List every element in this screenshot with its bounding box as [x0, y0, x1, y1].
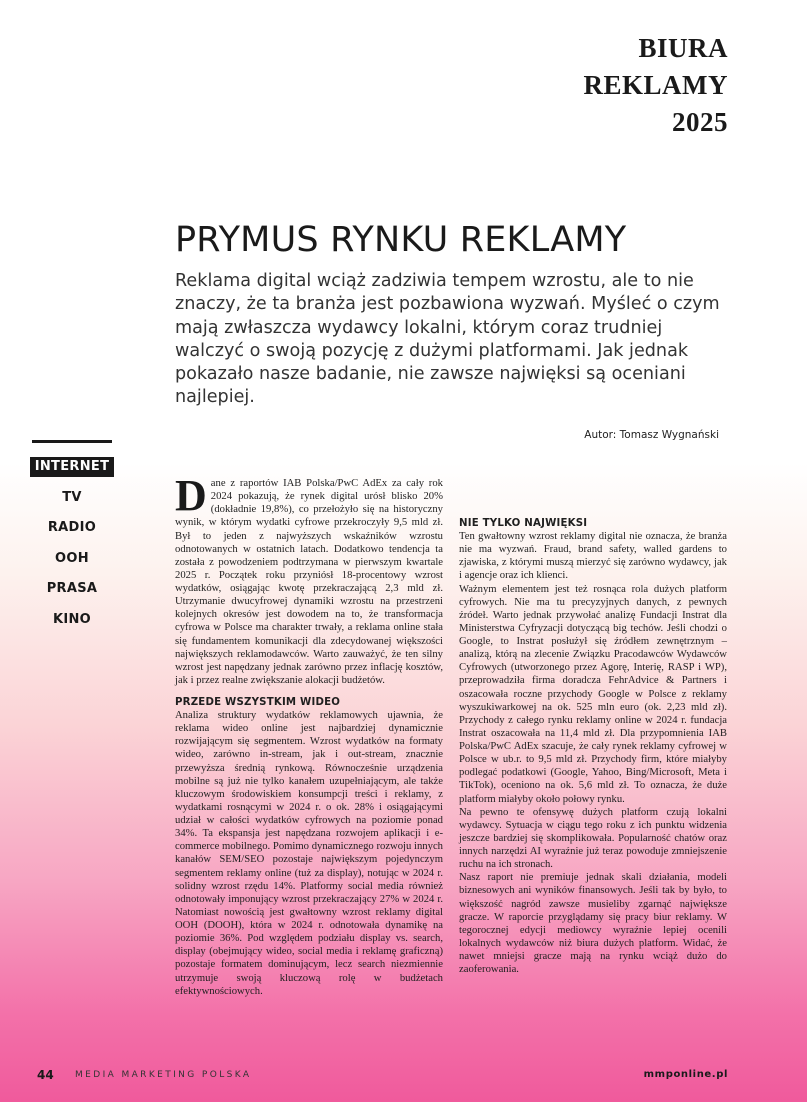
nav-item-internet[interactable]: INTERNET	[30, 457, 114, 477]
article-column-right	[459, 471, 727, 976]
page-number: 44	[37, 1068, 54, 1082]
article-paragraph: Dane z raportów IAB Polska/PwC AdEx za cały rok 2024 pokazują, że rynek digital urósł blisko 20% (dokładnie 19,8%), co przełożyło się na historyczny wynik, w którym wydatki cyfrowe przekroczyły 9,5 mld zł. Był to jeden z najwyższych wskaźników wzrostu odnotowanych w ostatnich latach. Dodatkowo tendencja ta została z powodzeniem podtrzymana w pierwszym kwartale 2025 r. Początek roku przyniósł 18-procentowy wzrost wydatków, osiągając kwotę przekraczającą 2,3 mld zł. Utrzymanie dwucyfrowej dynamiki wzrostu na przestrzeni kolejnych okresów jest dowodem na to, że transformacja cyfrowa w Polsce ma charakter trwały, a reklama online stała się fundamentem komunikacji dla zdecydowanej większości największych reklamodawców. Warto zauważyć, że ten silny wzrost jest napędzany jednak zarówno przez inflację kosztów, jak i przez realne zwiększanie alokacji budżetów.	[175, 471, 443, 686]
article-paragraph: Na pewno te ofensywę dużych platform czują lokalni wydawcy. Sytuacja w ciągu tego roku z ich punktu widzenia jeszcze bardziej się skomplikowała. Popularność chatów oraz innych narzędzi AI wyraźnie już teraz powoduje zmniejszenie ruchu na ich stronach.	[459, 806, 727, 871]
website-link[interactable]: mmponline.pl	[643, 1069, 728, 1080]
media-category-nav	[30, 440, 114, 641]
article-paragraph: Nasz raport nie premiuje jednak skali działania, modeli biznesowych ani wyników finansowych. Jeśli tak by było, to większość nagród zawsze musieliby zgarnąć największe gracze. W raporcie przyglądamy się pracy biur reklamy. W tegorocznej edycji mediowcy wyraźnie lepiej ocenili lokalnych wydawców niż biura dużych platform. Widać, że nawet mniejsi gracze mają na rynku wciąż dużo do zaoferowania.	[459, 872, 727, 976]
drop-cap: D	[175, 471, 207, 520]
article-author: Autor: Tomasz Wygnański	[584, 429, 719, 441]
nav-item-prasa[interactable]: PRASA	[46, 581, 98, 597]
publication-name: MEDIA MARKETING POLSKA	[75, 1070, 252, 1080]
nav-item-kino[interactable]: KINO	[52, 611, 92, 627]
article-paragraph: Ten gwałtowny wzrost reklamy digital nie oznacza, że branża nie ma wyzwań. Fraud, brand safety, walled gardens to zjawiska, z którymi muszą mierzyć się zarówno wydawcy, jak i agencje oraz ich klienci.	[459, 531, 727, 582]
masthead-line-1: BIURA	[638, 33, 728, 63]
nav-item-ooh[interactable]: OOH	[55, 550, 89, 566]
section-heading-not-only-biggest: NIE TYLKO NAJWIĘKSI	[459, 518, 588, 529]
media-category-list	[30, 457, 114, 630]
masthead-line-2: REKLAMY	[583, 70, 728, 100]
article-headline: PRYMUS RYNKU REKLAMY	[175, 220, 627, 260]
section-masthead	[584, 30, 729, 141]
nav-item-tv[interactable]: TV	[62, 489, 82, 505]
article-paragraph: Analiza struktury wydatków reklamowych ujawnia, że reklama wideo online jest najbardziej dynamicznie rozwijającym się segmentem. Wzrost wydatków na formaty wideo, zarówno in-stream, jak i out-stream, znacznie przewyższa średnią rynkową. Równocześnie urządzenia mobilne są już nie tylko kanałem uzupełniającym, ale także kluczowym środowiskiem konsumpcji treści i reklamy, z wydatkami rosnącymi w 2024 r. o ok. 28% i osiągającymi udział w całości wydatków cyfrowych na poziomie ponad 34%. Ta ekspansja jest napędzana rozwojem aplikacji i e-commerce mobilnego. Pomimo dynamicznego rozwoju innych kanałów SEM/SEO pozostaje największym pojedynczym segmentem reklamy online (tuż za display), notując w 2024 r. solidny wzrost rzędu 14%. Platformy social media również odnotowały imponujący wzrost przekraczający 27% w 2024 r. Natomiast nowością jest gwałtowny wzrost reklamy digital OOH (DOOH), która w 2024 r. odnotowała dynamikę na poziomie 36%. Pod względem podziału display vs. search, display (obejmujący wideo, social media i reklamę graficzną) pozostaje formatem dominującym, lecz search niezmiennie utrzymuje swoją kluczową rolę w budżetach efektywnościowych.	[175, 710, 443, 997]
article-lead: Reklama digital wciąż zadziwia tempem wzrostu, ale to nie znaczy, że ta branża jest pozbawiona wyzwań. Myśleć o czym mają zwłaszcza wydawcy lokalni, którym coraz trudniej walczyć o swoją pozycję z dużymi platformami. Jak jednak pokazało nasze badanie, nie zawsze najwięksi są oceniani najlepiej.	[175, 271, 720, 408]
page-footer	[0, 1068, 807, 1088]
section-heading-video: PRZEDE WSZYSTKIM WIDEO	[175, 697, 341, 708]
article-column-left	[175, 471, 443, 998]
masthead-line-3: 2025	[672, 107, 728, 137]
nav-top-rule	[32, 440, 112, 443]
nav-item-radio[interactable]: RADIO	[47, 520, 97, 536]
article-paragraph: Ważnym elementem jest też rosnąca rola dużych platform cyfrowych. Nie ma tu precyzyjnych danych, z pewnych źródeł. Warto jednak przywołać analizę Fundacji Instrat dla Ministerstwa Cyfryzacji dotyczącą big techów. Jeśli chodzi o Google, to Instrat posłużył się źródłem zewnętrznym – analizą, którą na zlecenie Związku Pracodawców Wydawców Cyfrowych (utworzonego przez Agorę, Interię, RASP i WP), przeprowadziła firma doradcza FehrAdvice & Partners i oszacowała roczne przychody Google w Polsce z reklamy wyszukiwarkowej na ok. 525 mln euro (ok. 2,23 mld zł). Przychody z całego rynku reklamy online w 2024 r. fundacja Instrat oszacowała na 11,4 mld zł. Dla przypomnienia IAB Polska/PwC AdEx szacuje, że cały rynek reklamy cyfrowej w Polsce w ub.r. to 9,5 mld zł. Przychody firm, które miałyby podlegać podatkowi (Google, Yahoo, Bing/Microsoft, Meta i TikTok), oceniono na ok. 5,6 mld zł. To oznacza, że duże platform miałyby około połowy rynku.	[459, 583, 727, 805]
